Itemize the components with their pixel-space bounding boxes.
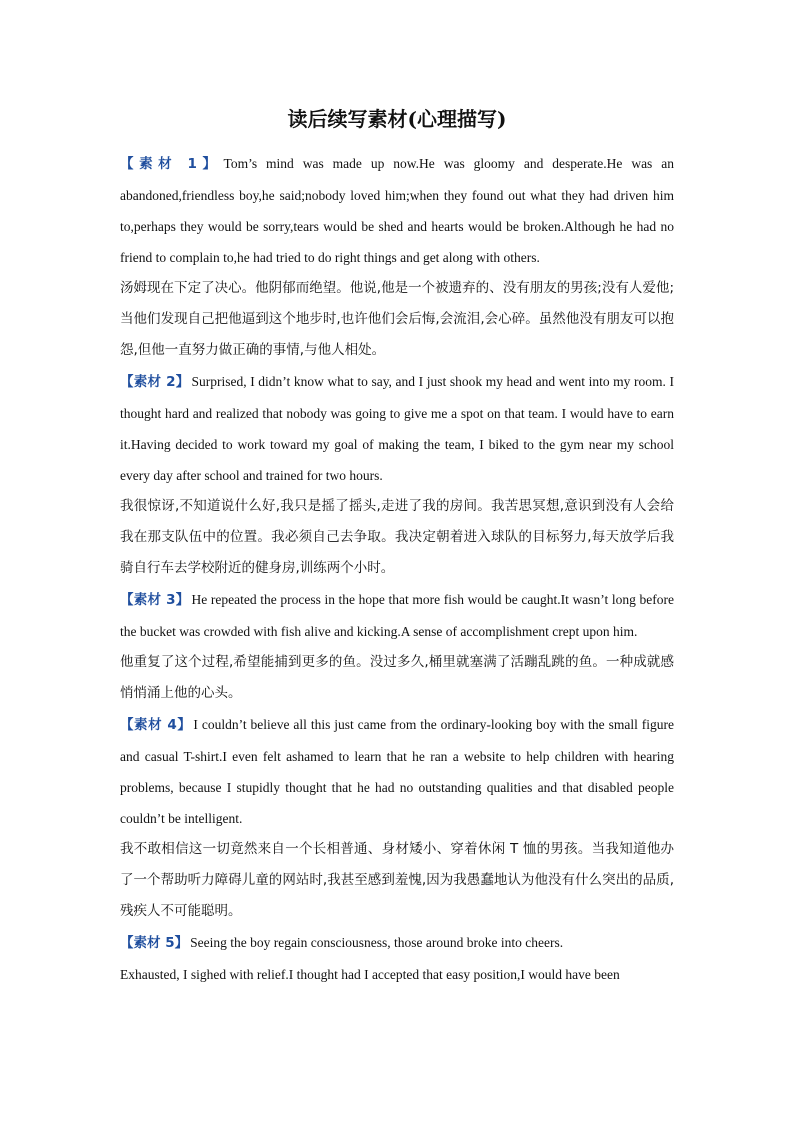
material-1-chinese: 汤姆现在下定了决心。他阴郁而绝望。他说,他是一个被遗弃的、没有朋友的男孩;没有人爱他;当他们发现自己把他逼到这个地步时,也许他们会后悔,会流泪,会心碎。虽然他没有朋友可以抱怨,但他一直努力做正确的事情,与他人相处。 [120,280,674,358]
material-2-tag: 【素材 2】 [120,374,190,390]
material-4-english-text: I couldn’t believe all this just came from the ordinary-looking boy with the small figure and casual T-shirt.I even felt ashamed to learn that he ran a website to help children with hearing problems, because I stupidly thought that he had no outstanding qualities and that disabled people couldn’t be intelligent. [120,717,675,826]
material-5-english-text: Seeing the boy regain consciousness, those around broke into cheers. [190,935,564,950]
material-2-english [120,366,674,491]
material-5-tag: 【素材 5】 [120,935,189,951]
material-2-english-text: Surprised, I didn’t know what to say, and I just shook my head and went into my room. I thought hard and realized that nobody was going to give me a spot on that team. I would have to earn it.Having decided to work toward my goal of making the team, I biked to the gym near my school every day after school and trained for two hours. [120,374,674,483]
material-1-english [120,148,674,273]
material-3-english-text: He repeated the process in the hope that more fish would be caught.It wasn’t long before the bucket was crowded with fish alive and kicking.A sense of accomplishment crept upon him. [120,592,674,639]
material-1-english-text: Tom’s mind was made up now.He was gloomy and desperate.He was an abandoned,friendless boy,he said;nobody loved him;when they found out what they had driven him to,perhaps they would be sorry,tears would be shed and hearts would be broken.Although he had no friend to complain to,he had tried to do right things and get along with others. [120,156,674,265]
material-3-english [120,584,674,647]
material-5-english [120,927,674,959]
material-3-chinese: 他重复了这个过程,希望能捕到更多的鱼。没过多久,桶里就塞满了活蹦乱跳的鱼。一种成就感悄悄涌上他的心头。 [120,654,674,701]
material-2-chinese: 我很惊讶,不知道说什么好,我只是摇了摇头,走进了我的房间。我苦思冥想,意识到没有人会给我在那支队伍中的位置。我必须自己去争取。我决定朝着进入球队的目标努力,每天放学后我骑自行车去学校附近的健身房,训练两个小时。 [120,498,674,576]
material-3-tag: 【素材 3】 [120,592,190,608]
material-5-english-continued: Exhausted, I sighed with relief.I thought had I accepted that easy position,I would have been [120,967,620,982]
document-title: 读后续写素材(心理描写) [287,107,507,131]
material-1-tag: 【素材 1】 [120,156,222,172]
material-4-chinese: 我不敢相信这一切竟然来自一个长相普通、身材矮小、穿着休闲 T 恤的男孩。当我知道他办了一个帮助听力障碍儿童的网站时,我甚至感到羞愧,因为我愚蠢地认为他没有什么突出的品质,残疾人不可能聪明。 [120,841,674,919]
document-content [120,100,674,990]
material-4-tag: 【素材 4】 [120,717,192,733]
material-4-english [120,709,674,834]
